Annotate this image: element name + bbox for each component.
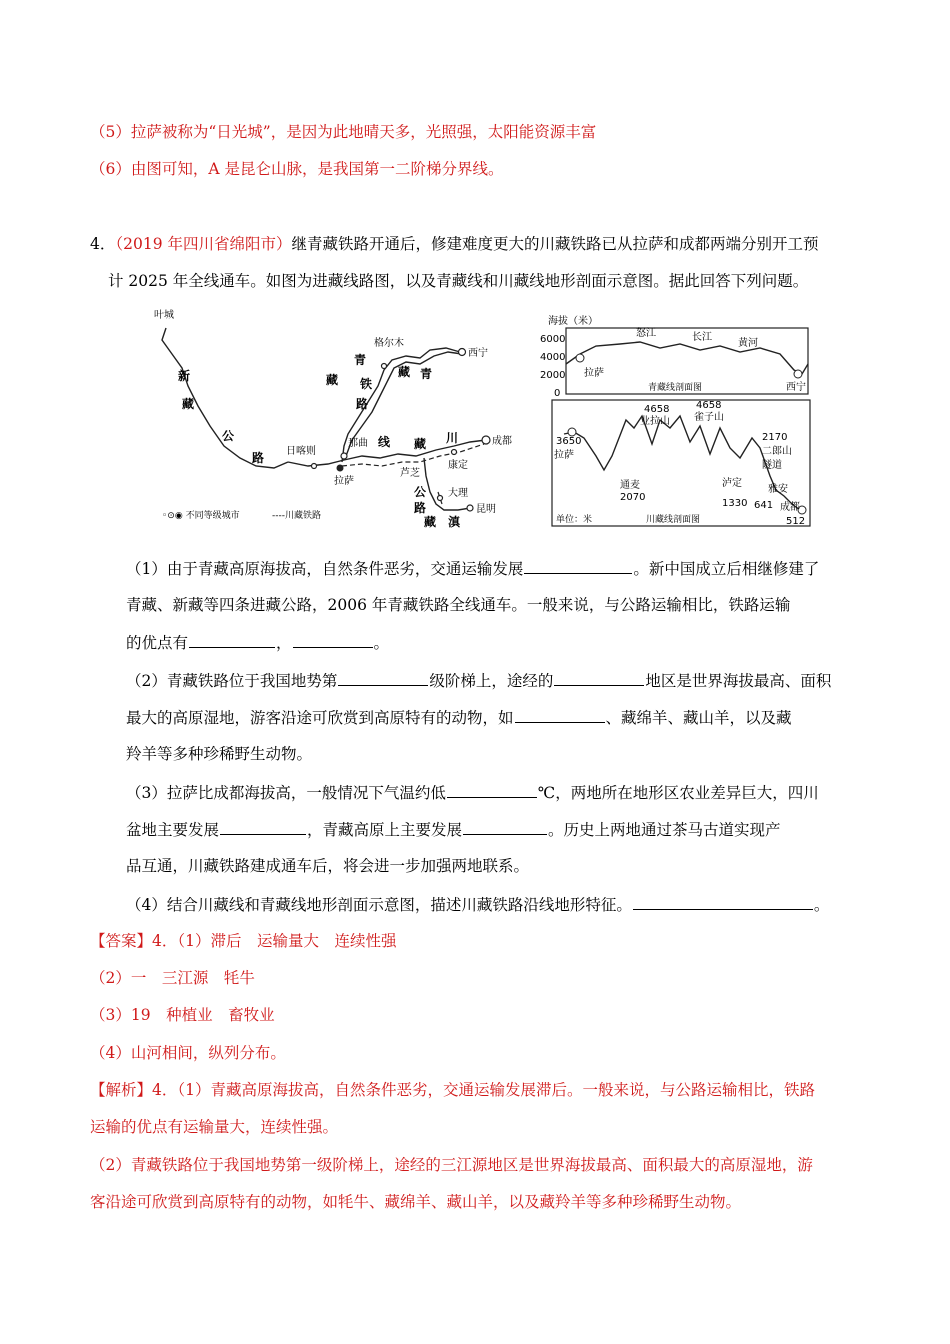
city-geermu-marker: [382, 364, 387, 369]
route-char: 新: [178, 369, 191, 383]
analysis-text: 4．（1）青藏高原海拔高，自然条件恶劣，交通运输发展滞后。一般来说，与公路运输相比，铁路: [152, 1081, 815, 1099]
route-char: 藏: [182, 397, 195, 411]
q4-text: 。: [813, 896, 830, 914]
legend-rail: ----川藏铁路: [272, 511, 321, 521]
answer-blank[interactable]: [189, 631, 275, 648]
cz-lasa: 拉萨: [554, 450, 574, 461]
q1-line-2: 青藏、新藏等四条进藏公路，2006 年青藏铁路全线通车。一般来说，与公路运输相比，铁路运输: [126, 596, 791, 614]
cz-luding-elev: 1330: [722, 498, 748, 509]
cz-chengdu-elev: 512: [786, 516, 806, 527]
route-char: 铁: [360, 377, 373, 391]
answer-line-3: （3）19 种植业 畜牧业: [90, 1006, 275, 1024]
legend-cities: ◦⊙◉ 不同等级城市: [162, 511, 240, 521]
route-char: 滇: [448, 515, 461, 528]
q1-text: 。: [373, 634, 390, 652]
answer-tag: 【答案】: [90, 932, 153, 950]
qz-end: 西宁: [786, 382, 806, 393]
cz-unit: 单位：米: [556, 515, 593, 525]
route-char: 藏: [424, 515, 437, 528]
answer-blank[interactable]: [524, 557, 632, 574]
q4-line-1: [126, 893, 829, 916]
cz-chengdu: 成都: [780, 502, 800, 513]
cz-yaan: 雅安: [768, 484, 788, 495]
qz-ytick: 0: [554, 388, 561, 396]
route-char: 藏: [326, 373, 339, 387]
q3-text: 。历史上两地通过茶马古道实现产: [548, 821, 781, 839]
city-nagqu-marker: [341, 453, 347, 459]
route-char: 线: [378, 435, 391, 449]
route-char: 公: [414, 485, 427, 499]
route-char: 青: [420, 367, 433, 381]
cz-peak1-elev: 4658: [644, 404, 670, 415]
answer-blank[interactable]: [220, 818, 306, 835]
analysis-tag: 【解析】: [90, 1081, 153, 1099]
analysis-line-4: 客沿途可欣赏到高原特有的动物，如牦牛、藏绵羊、藏山羊，以及藏羚羊等多种珍稀野生动物。: [90, 1193, 742, 1211]
analysis-line-1: [90, 1079, 815, 1101]
cz-tongmai: 通麦: [620, 480, 640, 491]
cz-lasa-elev: 3650: [556, 436, 582, 447]
cz-title: 川藏线剖面图: [646, 515, 701, 525]
q2-line-1: [126, 669, 831, 692]
qz-river: 黄河: [738, 338, 758, 349]
label-kangding: 康定: [448, 460, 468, 471]
label-xining: 西宁: [468, 348, 488, 359]
city-xining-marker: [459, 349, 466, 356]
q2-text: 最大的高原湿地，游客沿途可欣赏到高原特有的动物，如: [126, 709, 514, 727]
cz-yaan-elev: 641: [754, 500, 774, 511]
label-nagqu: 那曲: [348, 438, 368, 449]
label-rikaze: 日喀则: [286, 446, 316, 457]
qingzang-profile: [540, 314, 812, 396]
q3-text: 盆地主要发展: [126, 821, 220, 839]
q3-text: ，青藏高原上主要发展: [307, 821, 463, 839]
cz-peak2: 雀子山: [694, 412, 724, 423]
route-char: 公: [222, 429, 235, 443]
route-char: 青: [354, 353, 367, 367]
cz-tunnel: 二郎山: [762, 446, 792, 457]
q3-line-2: [126, 818, 781, 841]
qz-ytick: 4000: [540, 352, 566, 363]
question-stem-line-1: [90, 233, 819, 255]
q1-text: 。新中国成立后相继修建了: [633, 560, 820, 578]
answer-blank[interactable]: [633, 893, 813, 910]
answer-blank[interactable]: [338, 669, 428, 686]
route-char: 路: [356, 397, 369, 411]
chuanzang-profile: [540, 398, 812, 530]
answer-blank[interactable]: [447, 781, 537, 798]
route-map: [148, 306, 520, 528]
q3-line-3: 品互通，川藏铁路建成通车后，将会进一步加强两地联系。: [126, 857, 530, 875]
answer-blank[interactable]: [293, 631, 373, 648]
city-kunming-marker: [467, 505, 473, 511]
q1-text: （1）由于青藏高原海拔高，自然条件恶劣，交通运输发展: [126, 560, 524, 578]
label-chengdu: 成都: [492, 436, 512, 447]
qz-ytick: 6000: [540, 334, 566, 345]
q2-text: （2）青藏铁路位于我国地势第: [126, 672, 338, 690]
answer-blank[interactable]: [463, 818, 547, 835]
qz-title: 青藏线剖面图: [648, 383, 703, 393]
cz-peak1: 业拉山: [640, 416, 670, 427]
qz-ylabel: 海拔（米）: [548, 316, 598, 327]
answer-line-2: （2）一 三江源 牦牛: [90, 969, 255, 987]
answer-blank[interactable]: [554, 669, 644, 686]
label-linzhi: 芦芝: [400, 468, 420, 479]
answer-blank[interactable]: [515, 706, 605, 723]
q1-line-3: [126, 631, 389, 654]
analysis-line-2: 运输的优点有运输量大，连续性强。: [90, 1118, 339, 1136]
qz-river: 怒江: [636, 328, 656, 339]
label-yecheng: 叶城: [154, 310, 174, 321]
prev-answer-6: （6）由图可知，A 是昆仑山脉，是我国第一二阶梯分界线。: [90, 160, 504, 178]
cz-tongmai-elev: 2070: [620, 492, 646, 503]
cz-tunnel: 隧道: [762, 460, 782, 471]
prev-answer-5: （5）拉萨被称为“日光城”，是因为此地晴天多，光照强，太阳能资源丰富: [90, 123, 597, 141]
route-char: 藏: [414, 437, 427, 451]
q2-line-3: 羚羊等多种珍稀野生动物。: [126, 745, 313, 763]
q3-text: ℃，两地所在地形区农业差异巨大，四川: [537, 784, 819, 802]
answer-line-1: [90, 930, 397, 952]
city-chengdu-marker: [482, 436, 490, 444]
city-rikaze-marker: [312, 464, 317, 469]
question-stem: 继青藏铁路开通后，修建难度更大的川藏铁路已从拉萨和成都两端分别开工预: [291, 235, 819, 253]
question-source: （2019 年四川省绵阳市）: [115, 235, 292, 253]
city-dali-marker: [438, 496, 443, 501]
xinzang-road-line: [162, 328, 288, 468]
question-number: 4．: [90, 235, 116, 253]
q1-text: 的优点有: [126, 634, 189, 652]
analysis-line-3: （2）青藏铁路位于我国地势第一级阶梯上，途经的三江源地区是世界海拔最高、面积最大的高原湿地，游: [90, 1156, 813, 1174]
qz-river: 长江: [692, 332, 712, 343]
q2-text: 地区是世界海拔最高、面积: [645, 672, 832, 690]
q2-text: 、藏绵羊、藏山羊，以及藏: [605, 709, 792, 727]
q3-line-1: [126, 781, 819, 804]
qz-start: 拉萨: [584, 368, 604, 379]
qz-ytick: 2000: [540, 370, 566, 381]
q1-line-1: [126, 557, 819, 580]
cz-luding: 泸定: [722, 478, 742, 489]
question-stem-line-2: 计 2025 年全线通车。如图为进藏线路图，以及青藏线和川藏线地形剖面示意图。据此回答下列问题。: [108, 272, 809, 290]
label-lasa: 拉萨: [334, 476, 354, 487]
route-char: 路: [252, 451, 265, 465]
q1-text: ，: [276, 634, 292, 652]
city-kangding-marker: [452, 450, 457, 455]
answer-line-4: （4）山河相间，纵列分布。: [90, 1044, 286, 1062]
route-char: 路: [414, 501, 427, 515]
q3-text: （3）拉萨比成都海拔高，一般情况下气温约低: [126, 784, 446, 802]
answer-text: 4．（1）滞后 运输量大 连续性强: [152, 932, 397, 950]
route-char: 川: [446, 431, 459, 445]
q2-text: 级阶梯上，途经的: [429, 672, 554, 690]
label-geermu: 格尔木: [374, 338, 404, 349]
city-lasa-marker: [337, 465, 344, 472]
cz-peak2-elev: 4658: [696, 400, 722, 411]
label-dali: 大理: [448, 488, 468, 499]
label-kunming: 昆明: [476, 504, 496, 515]
cz-tunnel-elev: 2170: [762, 432, 788, 443]
q4-text: （4）结合川藏线和青藏线地形剖面示意图，描述川藏铁路沿线地形特征。: [126, 896, 632, 914]
route-char: 藏: [398, 365, 411, 379]
q2-line-2: [126, 706, 792, 729]
